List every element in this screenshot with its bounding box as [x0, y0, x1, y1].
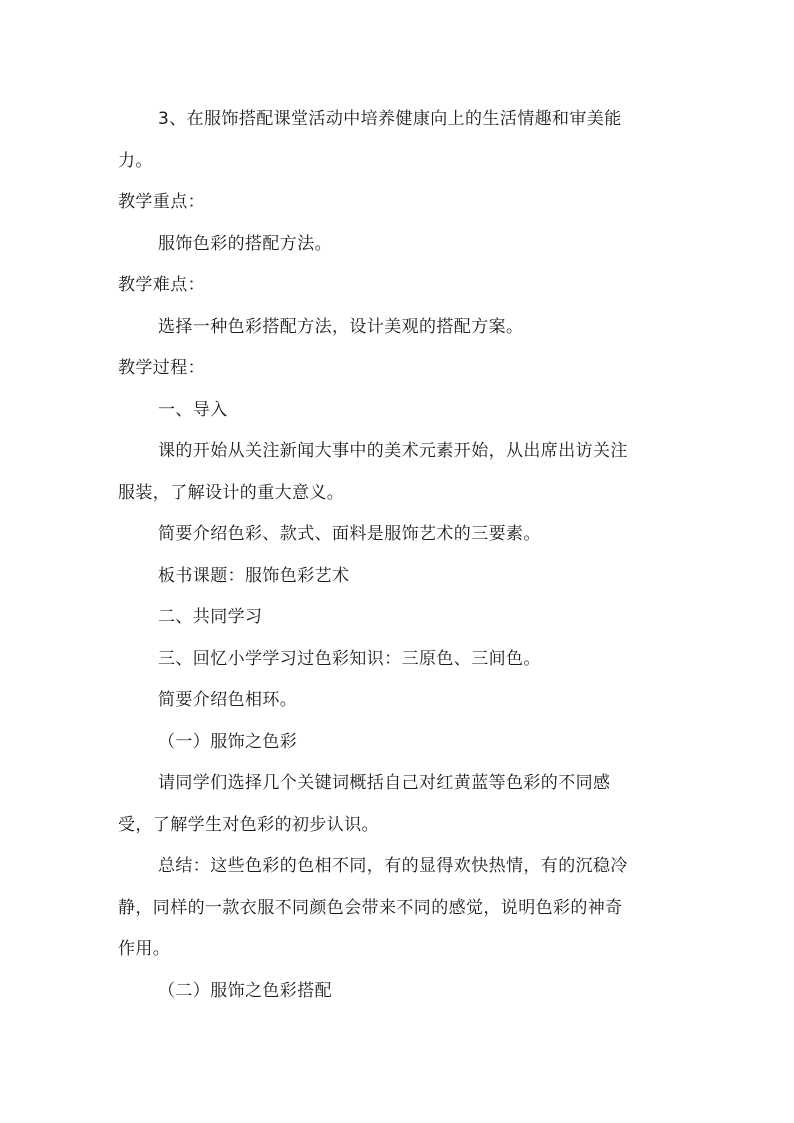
section-2-title: 二、共同学习 [158, 607, 263, 627]
activity-line-1: 请同学们选择几个关键词概括自己对红黄蓝等色彩的不同感 [158, 773, 611, 793]
board-title: 板书课题：服饰色彩艺术 [158, 566, 350, 586]
summary-line-1: 总结：这些色彩的色相不同，有的显得欢快热情，有的沉稳冷 [158, 856, 628, 876]
objective-3-line-2: 力。 [118, 151, 153, 171]
color-wheel-intro: 简要介绍色相环。 [158, 690, 298, 710]
section-1-title: 一、导入 [158, 400, 228, 420]
key-point-heading: 教学重点： [118, 192, 205, 212]
summary-line-3: 作用。 [118, 939, 171, 959]
difficulty-text: 选择一种色彩搭配方法，设计美观的搭配方案。 [158, 317, 524, 337]
difficulty-heading: 教学难点： [118, 275, 205, 295]
summary-line-2: 静，同样的一款衣服不同颜色会带来不同的感觉，说明色彩的神奇 [118, 898, 623, 918]
intro-elements: 简要介绍色彩、款式、面料是服饰艺术的三要素。 [158, 524, 541, 544]
subsection-2-title: （二）服饰之色彩搭配 [158, 981, 332, 1001]
objective-3-line-1: 3、在服饰搭配课堂活动中培养健康向上的生活情趣和审美能 [158, 109, 622, 129]
section-3-title: 三、回忆小学学习过色彩知识：三原色、三间色。 [158, 649, 541, 669]
activity-line-2: 受，了解学生对色彩的初步认识。 [118, 815, 379, 835]
key-point-text: 服饰色彩的搭配方法。 [158, 234, 332, 254]
subsection-1-title: （一）服饰之色彩 [158, 732, 298, 752]
process-heading: 教学过程： [118, 358, 205, 378]
intro-paragraph-line-2: 服装，了解设计的重大意义。 [118, 483, 345, 503]
intro-paragraph-line-1: 课的开始从关注新闻大事中的美术元素开始，从出席出访关注 [158, 441, 628, 461]
